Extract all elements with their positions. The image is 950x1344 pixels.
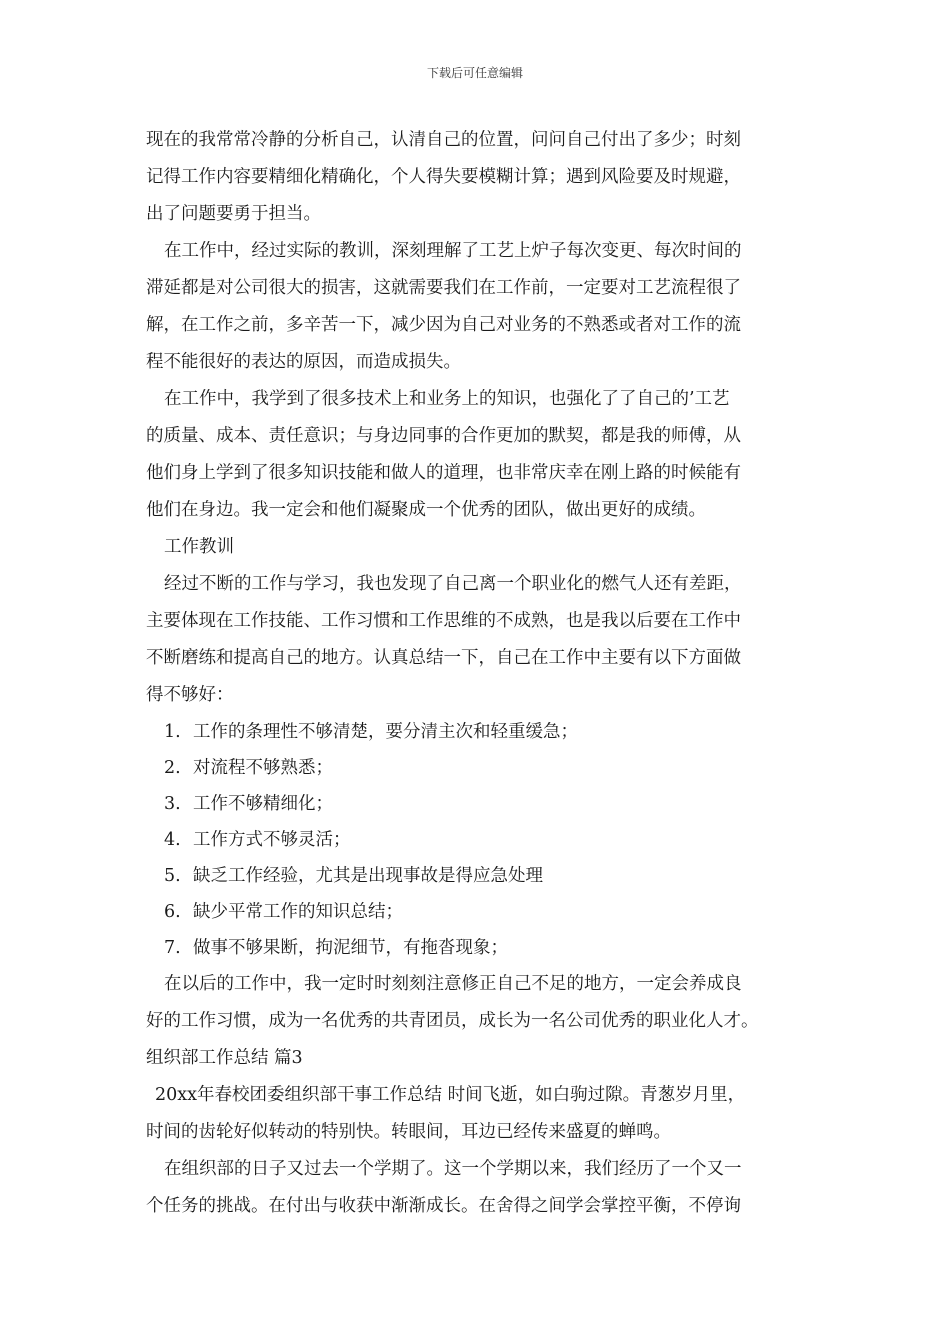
list-number: 7. <box>164 938 181 958</box>
text-line: 解，在工作之前，多辛苦一下，减少因为自己对业务的不熟悉或者对工作的流 <box>146 315 741 335</box>
list-number: 2. <box>164 758 181 778</box>
page-header: 下载后可任意编辑 <box>426 66 523 80</box>
text-line: 在以后的工作中，我一定时时刻刻注意修正自己不足的地方，一定会养成良 <box>164 974 742 994</box>
list-item <box>146 786 822 822</box>
list-text: 缺少平常工作的知识总结； <box>193 902 403 922</box>
list-item <box>146 894 822 930</box>
list-item <box>146 714 822 750</box>
text-line: 好的工作习惯，成为一名优秀的共青团员，成长为一名公司优秀的职业化人才。 <box>146 1011 759 1031</box>
list-item <box>146 822 822 858</box>
shortcomings-list <box>146 714 822 966</box>
text-line: 的质量、成本、责任意识；与身边同事的合作更加的默契，都是我的师傅，从 <box>146 426 741 446</box>
text-line: 他们身上学到了很多知识技能和做人的道理，也非常庆幸在刚上路的时候能有 <box>146 463 741 483</box>
document-body <box>146 122 822 1225</box>
paragraph-self-analysis <box>146 122 822 233</box>
paragraph-work-lessons <box>146 233 822 381</box>
text-line: 他们在身边。我一定会和他们凝聚成一个优秀的团队，做出更好的成绩。 <box>146 500 706 520</box>
list-text: 缺乏工作经验，尤其是出现事故是得应急处理 <box>193 866 543 886</box>
list-number: 6. <box>164 902 181 922</box>
text-line: 经过不断的工作与学习，我也发现了自己离一个职业化的燃气人还有差距， <box>164 574 742 594</box>
paragraph-section3-intro <box>146 1077 822 1151</box>
text-line: 记得工作内容要精细化精确化，个人得失要模糊计算；遇到风险要及时规避， <box>146 167 741 187</box>
text-line: 得不够好： <box>146 685 234 705</box>
text-line: 时间的齿轮好似转动的特别快。转眼间，耳边已经传来盛夏的蝉鸣。 <box>146 1122 671 1142</box>
list-number: 5. <box>164 866 181 886</box>
text-line: 出了问题要勇于担当。 <box>146 204 321 224</box>
list-number: 1. <box>164 722 181 742</box>
list-item <box>146 750 822 786</box>
text-line: 滞延都是对公司很大的损害，这就需要我们在工作前，一定要对工艺流程很了 <box>146 278 741 298</box>
text-line: 在工作中，经过实际的教训，深刻理解了工艺上炉子每次变更、每次时间的 <box>164 241 742 261</box>
text-line: 在组织部的日子又过去一个学期了。这一个学期以来，我们经历了一个又一 <box>164 1159 742 1179</box>
paragraph-section3-body <box>146 1151 822 1225</box>
list-number: 3. <box>164 794 181 814</box>
paragraph-future-plan <box>146 966 822 1040</box>
text-line: 主要体现在工作技能、工作习惯和工作思维的不成熟，也是我以后要在工作中 <box>146 611 741 631</box>
list-text: 工作的条理性不够清楚，要分清主次和轻重缓急； <box>193 722 578 742</box>
paragraph-knowledge-gained <box>146 381 822 529</box>
list-text: 工作方式不够灵活； <box>193 830 351 850</box>
text-line: 在工作中，我学到了很多技术上和业务上的知识，也强化了了自己的’工艺 <box>164 389 730 409</box>
paragraph-shortcomings-intro <box>146 566 822 714</box>
list-number: 4. <box>164 830 181 850</box>
text-line: 程不能很好的表达的原因，而造成损失。 <box>146 352 461 372</box>
section-title: 组织部工作总结 篇3 <box>146 1048 303 1068</box>
list-text: 对流程不够熟悉； <box>193 758 333 778</box>
subheading: 工作教训 <box>164 537 234 557</box>
list-item <box>146 858 822 894</box>
list-text: 工作不够精细化； <box>193 794 333 814</box>
text-line: 不断磨练和提高自己的地方。认真总结一下，自己在工作中主要有以下方面做 <box>146 648 741 668</box>
text-line: 20xx年春校团委组织部干事工作总结 时间飞逝，如白驹过隙。青葱岁月里， <box>155 1085 746 1105</box>
list-item <box>146 930 822 966</box>
list-text: 做事不够果断，拘泥细节，有拖沓现象； <box>193 938 508 958</box>
text-line: 个任务的挑战。在付出与收获中渐渐成长。在舍得之间学会掌控平衡，不停询 <box>146 1196 741 1216</box>
text-line: 现在的我常常冷静的分析自己，认清自己的位置，问问自己付出了多少；时刻 <box>146 130 741 150</box>
